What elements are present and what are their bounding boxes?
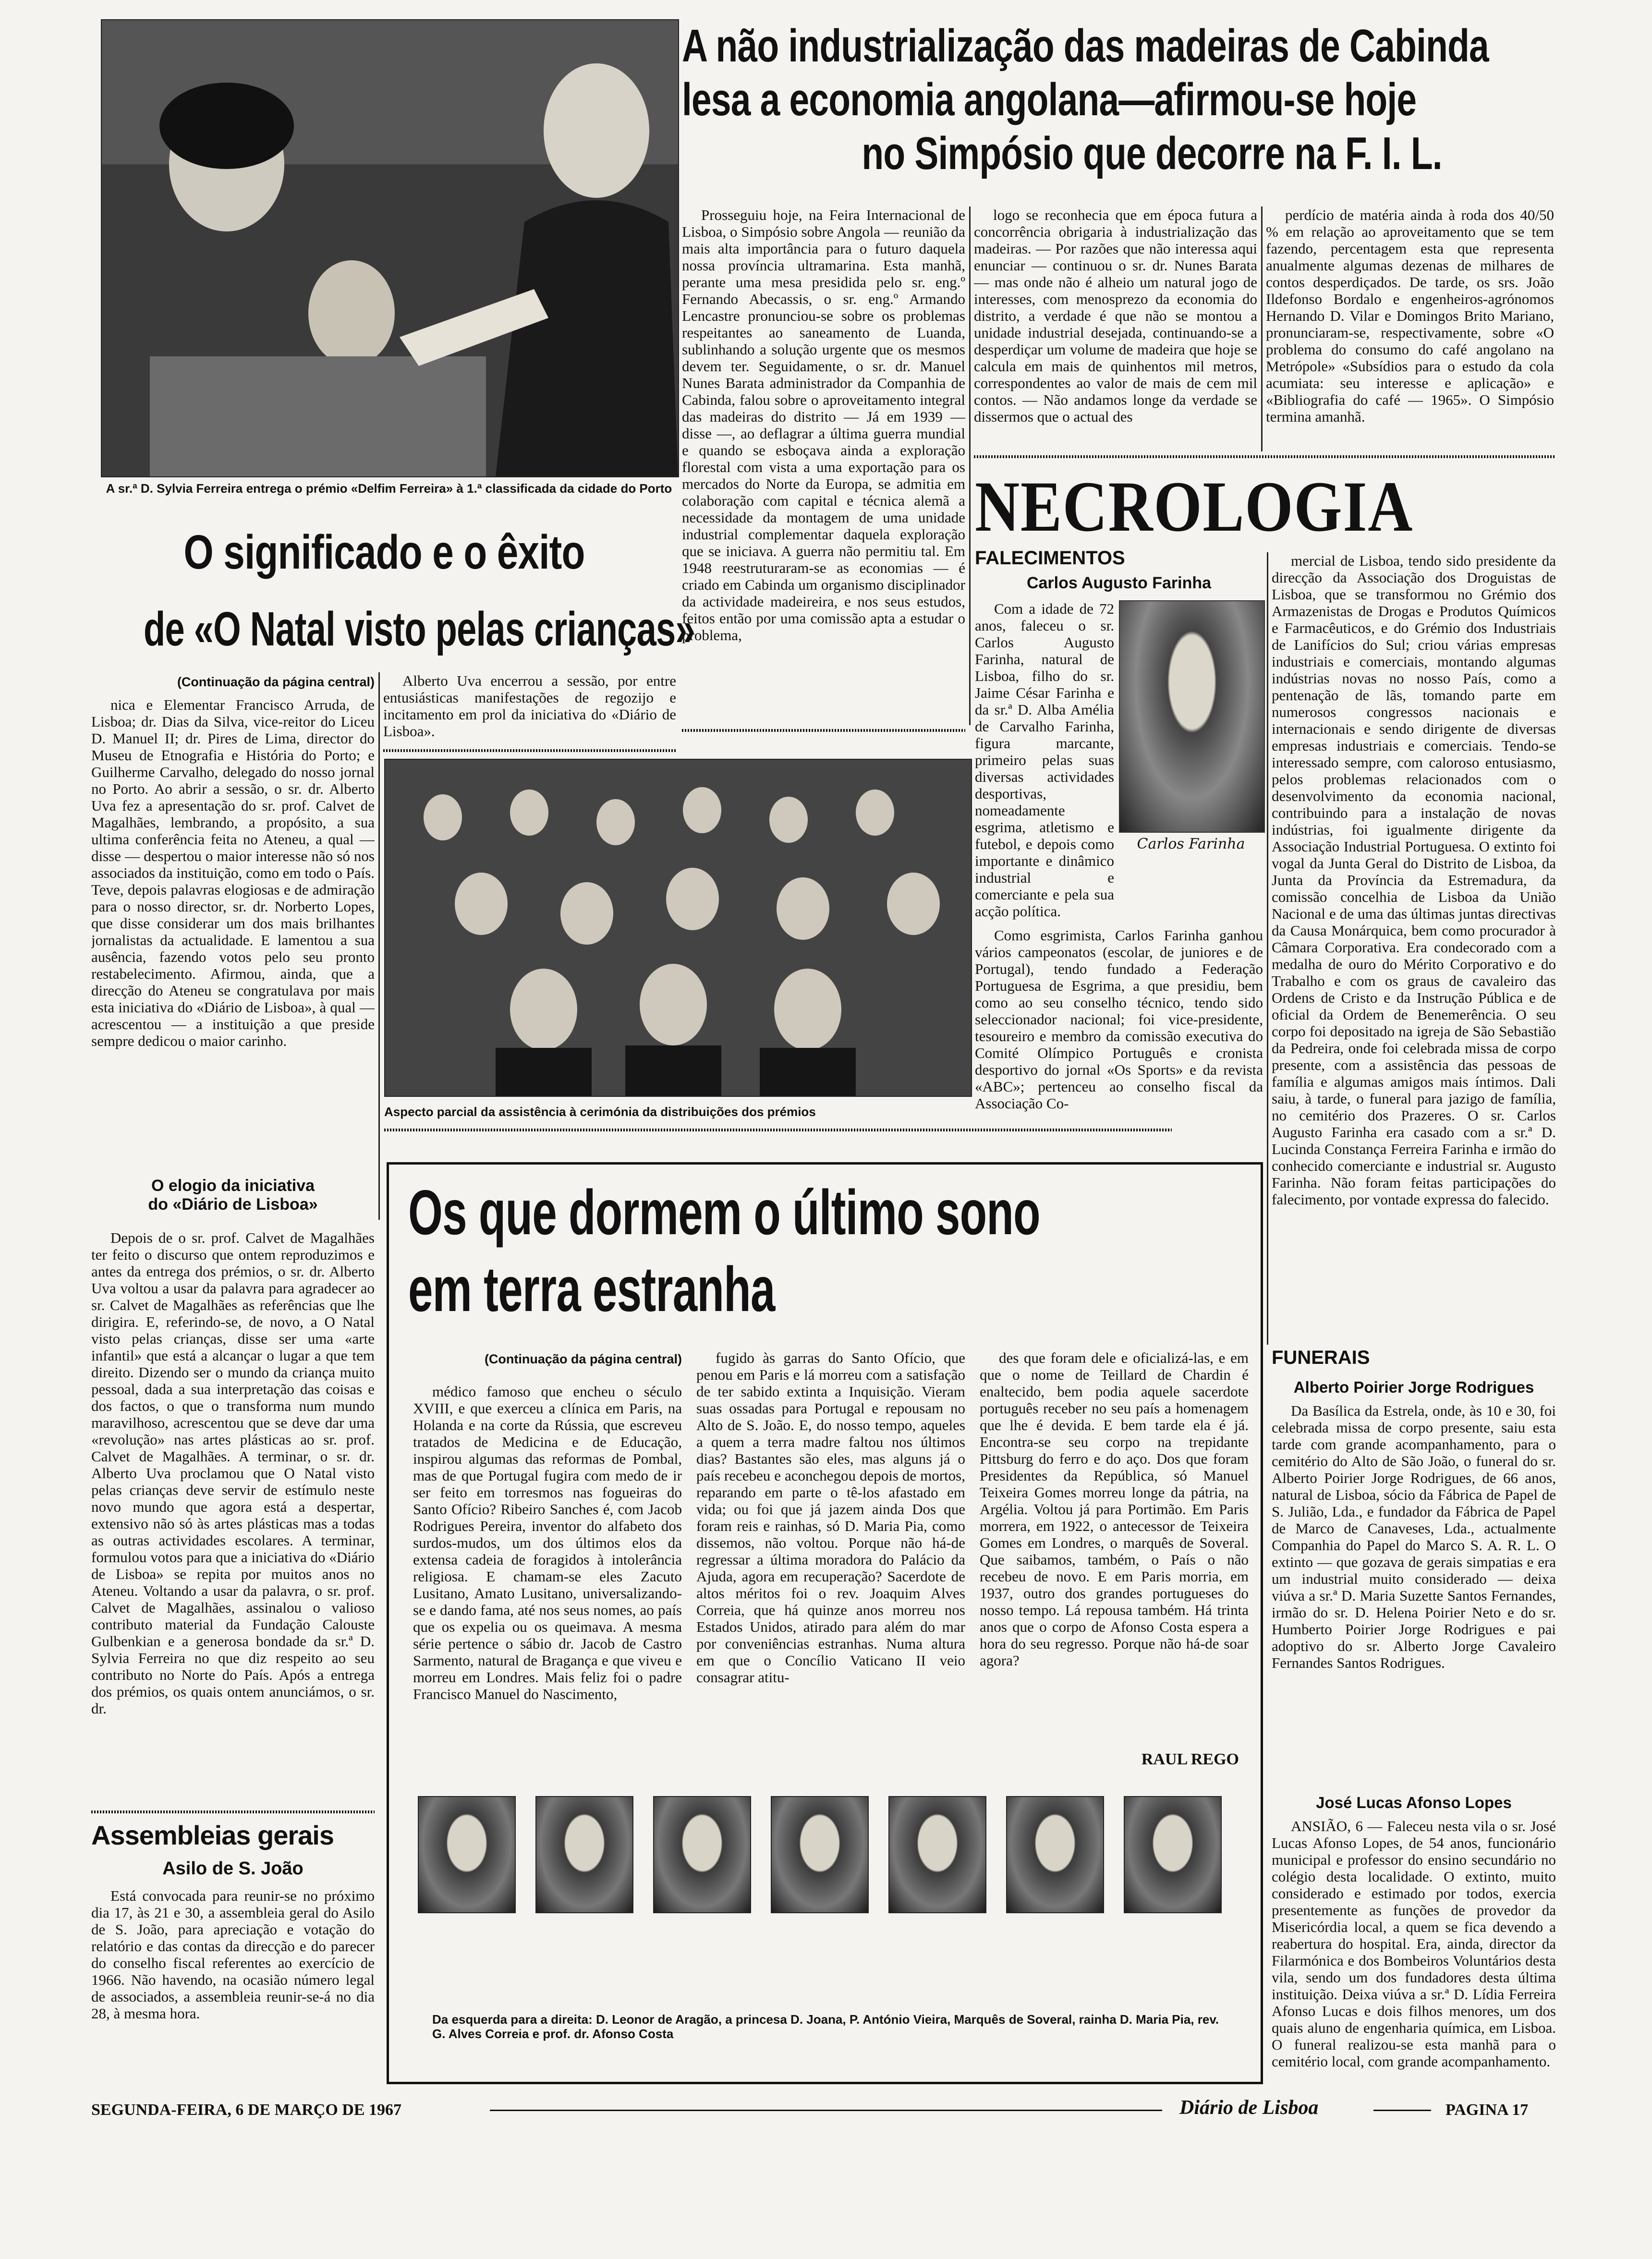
column-divider (1267, 552, 1268, 1345)
assembleias-body-text: Está convocada para reunir-se no próximo dia 17, às 21 e 30, a assembleia geral do Asilo de S. João, para apreciação e votação do relatório e das contas da direcção e do parecer do conselho fiscal referentes ao exercício de 1966. Não havendo, na ocasião número legal de associados, a assembleia reunir-se-á no dia 28, à mesma hora. (91, 1887, 375, 2022)
natal-continuation: (Continuação da página central) (177, 675, 375, 689)
natal-column-1 (91, 696, 375, 1201)
portrait-leonor-de-aragao (418, 1796, 516, 1913)
section-rule (682, 729, 965, 732)
necrologia-falecimentos: FALECIMENTOS (975, 547, 1125, 569)
assembleias-title: Assembleias gerais (91, 1820, 334, 1850)
portrait-carlos-farinha (1119, 600, 1265, 833)
necrologia-column-right (1272, 552, 1556, 1345)
necrologia-title: NECROLOGIA (975, 467, 1414, 547)
cabinda-column-2 (974, 206, 1257, 451)
dormem-column-2-text: fugido às garras do Santo Ofício, que penou em Paris e lá morreu com a satisfação de ter sabido extinta a Inquisição. Vieram suas ossadas para Portugal e repousam no Alto de S. João. E, do nosso tempo, aqueles a quem a terra madre faltou nos últimos dias? Bastantes são eles, mas alguns já o país recebeu e aconchegou depois de mortos, reparando em parte o tê-los afastado em vida; ou foi que já jazem ainda Dos que foram reis e rainhas, só D. Maria Pia, como dissemos, não voltou. Porque não há-de regressar a última moradora do Palácio da Ajuda, agora em recuperação? Sacerdote de altos méritos foi o rev. Joaquim Alves Correia, que há quinze anos morreu nos Estados Unidos, atirado para além do mar por conveniências estranhas. Numa altura em que o Concílio Vaticano II veio consagrar atitu- (696, 1349, 965, 1686)
footer-rule-right (1373, 2110, 1431, 2111)
photo-audience (384, 759, 972, 1097)
footer-date: SEGUNDA-FEIRA, 6 DE MARÇO DE 1967 (91, 2101, 402, 2119)
section-rule (383, 749, 676, 752)
section-rule (384, 1129, 1172, 1131)
assembleias-body (91, 1887, 375, 2084)
dormem-title-2: em terra estranha (408, 1254, 775, 1324)
funerais-person3: José Lucas Afonso Lopes (1316, 1794, 1512, 1811)
funerais-person2-body-text: Da Basílica da Estrela, onde, às 10 e 30, foi celebrada missa de corpo presente, saiu esta tarde com grande acompanhamento, para o cemitério do Alto de São João, o funeral do sr. Alberto Poirier Jorge Rodrigues, de 66 anos, natural de Lisboa, sócio da Fábrica de Papel de S. Julião, Lda., e fundador da Fábrica de Papel de Marco de Canaveses, Lda., actualmente Companhia do Papel do Marco S. A. R. L. O extinto — que gozava de gerais simpatias e era um industrial muito considerado — deixa viúva a sr.ª D. Maria Suzette Santos Fernandes, irmão do sr. D. Helena Poirier Neto e do sr. Humberto Poirier Jorge Rodrigues e pai adoptivo do sr. Alberto Jorge Cavaleiro Fernandes Santos Rodrigues. (1272, 1402, 1556, 1671)
column-divider (1261, 206, 1263, 451)
cabinda-column-1 (682, 206, 965, 725)
dormem-signature: RAUL REGO (1141, 1750, 1239, 1768)
section-rule (974, 455, 1555, 458)
headline-cabinda-line1: A não industrialização das madeiras de Cabinda (682, 20, 1489, 72)
necrologia-person1-body (975, 927, 1263, 1129)
footer-page-number: PAGINA 17 (1446, 2101, 1529, 2119)
dormem-title-1: Os que dormem o último sono (408, 1177, 1040, 1248)
necrologia-person1: Carlos Augusto Farinha (1026, 574, 1212, 592)
funerais-person2-body (1272, 1402, 1556, 1786)
dormem-column-1-text: médico famoso que encheu o século XVIII, e que exerceu a clínica em Paris, na Holanda e na corte da Rússia, que escreveu tratados de Medicina e de Educação, inspirou algumas das reformas de Pombal, mas de que Portugal fugira com medo de ir ser feito em torresmos nas fogueiras do Santo Ofício? Ribeiro Sanches é, com Jacob Rodrigues Pereira, inventor do alfabeto dos surdos-mudos, um dos últimos elos da extensa cadeia de foragidos à intolerância religiosa. E chamam-se eles Zacuto Lusitano, Amato Lusitano, universalizando-se e dando fama, até nos seus nomes, ao país que os expelia ou os queimava. A mesma série pertence o sábio dr. Jacob de Castro Sarmento, natural de Bragança e que viveu e morreu em Londres. Mais feliz foi o padre Francisco Manuel do Nascimento, (413, 1383, 682, 1702)
elogio-heading-line1: O elogio da iniciativa (151, 1177, 315, 1195)
section-rule (91, 1810, 375, 1813)
column-divider (969, 206, 971, 725)
elogio-body (91, 1229, 375, 1806)
dormem-column-3-text: des que foram dele e oficializá-las, e em que o nome de Teillard de Chardin é enaltecido, bem podia aquele sacerdote português receber no seu país a homenagem que lhe é devida. E bem tarde ela é já. Encontra-se seu corpo na trepidante Pittsburg do ferro e do aço. Dos que foram Presidentes da República, só Manuel Teixeira Gomes morreu longe da pátria, na Argélia. Voltou já para Portimão. Em Paris morrera, em 1922, o antecessor de Teixeira Gomes em Londres, o marquês de Soveral. Que saibamos, também, o País o não recebeu de novo. E em Paris morria, em 1937, outro dos grandes portugueses do nosso tempo. Lá repousa também. Há trinta anos que o corpo de Afonso Costa espera a hora do seu regresso. Porque não há-de soar agora? (980, 1349, 1249, 1669)
column-divider (378, 672, 380, 1220)
necrologia-person1-body-text: Como esgrimista, Carlos Farinha ganhou vários campeonatos (escolar, de juniores e de Portugal), tendo fundado a Federação Portuguesa de Esgrima, a que presidiu, bem como ao seu conselho técnico, tendo sido seleccionador nacional; foi vice-presidente, tesoureiro e membro da comissão executiva do Comité Olímpico Português e cronista desportivo do jornal «Os Sports» e da revista «ABC»; pertenceu ao conselho fiscal da Associação Co- (975, 927, 1263, 1112)
portrait-princesa-joana (535, 1796, 633, 1913)
natal-column-2 (383, 672, 676, 744)
assembleias-subtitle: Asilo de S. João (162, 1858, 304, 1879)
cabinda-column-3 (1266, 206, 1554, 451)
natal-title-1: O significado e o êxito (183, 525, 585, 579)
necrologia-column-right-text: mercial de Lisboa, tendo sido presidente da direcção da Associação dos Droguistas de Lisboa, que se transformou no Grémio dos Armazenistas de Drogas e Produtos Químicos e Farmacêuticos, e do Grémio dos Industriais de Lanifícios do Sul; criou várias empresas industriais e comerciais, montando algumas indústrias novas no nosso País, como a pentenação de lãs, tomando parte em numerosos congressos nacionais e internacionais e sendo dirigente de diversas empresas industriais e comerciais. Tendo-se interessado sempre, com caloroso entusiasmo, pelos problemas relacionados com o desenvolvimento da economia nacional, contribuindo para a instalação de novas indústrias, foi igualmente dirigente da Associação Industrial Portuguesa. O extinto foi vogal da Junta Geral do Distrito de Lisboa, da Junta da Província da Estremadura, da comissão concelhia de Lisboa da União Nacional e de uma das últimas juntas directivas da Causa Monárquica, bem como procurador à Câmara Corporativa. Era condecorado com a medalha de ouro do Mérito Corporativo e do Trabalho e com os graus de cavaleiro das Ordens de Cristo e da Instrução Pública e de oficial da Ordem de Benemerência. O seu corpo foi depositado na igreja de São Sebastião da Pedreira, onde foi celebrada missa de corpo presente, com a assistência das pessoas de família e algumas amigos mais íntimos. Dali saiu, à tarde, o funeral para jazigo de família, no cemitério dos Prazeres. O sr. Carlos Augusto Farinha era casado com a sr.ª D. Lucinda Constança Ferreira Farinha e irmão do conhecido comerciante e industrial sr. Augusto Farinha. Não foram feitas participações do falecimento, por vontade expressa do falecido. (1272, 552, 1556, 1208)
funerais-person3-body-text: ANSIÃO, 6 — Faleceu nesta vila o sr. José Lucas Afonso Lopes, de 54 anos, funcionário municipal e professor do ensino secundário no colégio desta localidade. O extinto, muito considerado e estimado por todos, exercia presentemente as funções de provedor da Misericórdia local, a quem se fica devendo a reabertura do hospital. Era, ainda, director da Filarmónica e dos Bombeiros Voluntários desta vila, sendo um dos fundadores desta última instituição. Deixa viúva a sr.ª D. Lídia Ferreira Afonso Lucas e dois filhos menores, um dos quais aluno de engenharia química, em Lisboa. O funeral realizou-se esta manhã para o cemitério local, com grande acompanhamento. (1272, 1818, 1556, 2070)
footer-rule-left (490, 2110, 1162, 2111)
photo-prize-ceremony-image (102, 20, 678, 476)
elogio-heading (91, 1177, 375, 1214)
elogio-body-text: Depois de o sr. prof. Calvet de Magalhães ter feito o discurso que ontem reproduzimos e antes da entrega dos prémios, o sr. dr. Alberto Uva voltou a usar da palavra para agradecer ao sr. Calvet de Magalhães as referências que lhe dirigira. E, referindo-se, de novo, a O Natal visto pelas crianças, disse ser uma «arte infantil» que está a alcançar o lugar a que tem direito. Dizendo ser o mundo da criança muito pessoal, dada a sua interpretação das coisas e dos factos, o que o transforma num mundo maravilhoso, acrescentou que se deve dar uma «revolução» nas artes plásticas ao sr. prof. Calvet de Magalhães. A terminar, o sr. dr. Alberto Uva proclamou que O Natal visto pelas crianças deve servir de estímulo neste novo mundo que agora está a despertar, extensivo não só às artes plásticas mas a todas as outras actividades escolares. A terminar, formulou votos para que a iniciativa do «Diário de Lisboa» se repita por muitos anos no Ateneu. Voltando a usar da palavra, o sr. prof. Calvet de Magalhães, assinalou o valioso contributo material da Fundação Calouste Gulbenkian e a generosa bondade da sr.ª D. Sylvia Ferreira no que diz respeito ao seu contributo no Norte do País. Após a entrega dos prémios, os quais ontem anunciámos, o sr. dr. (91, 1229, 375, 1717)
dormem-column-1 (413, 1383, 682, 1777)
necrologia-person1-intro-text: Com a idade de 72 anos, faleceu o sr. Carlos Augusto Farinha, natural de Lisboa, filho do sr. Jaime César Farinha e da sr.ª D. Alba Amélia de Carvalho Farinha, figura marcante, primeiro pelas suas diversas actividades desportivas, nomeadamente esgrima, atletismo e futebol, e depois como importante e dinâmico industrial e comerciante e pela sua acção política. (975, 600, 1114, 920)
cabinda-column-3-text: perdício de matéria ainda à roda dos 40/50 % em relação ao aproveitamento que se tem fazendo, percentagem esta que representa anualmente algumas dezenas de milhares de contos desperdiçados. De tarde, os srs. João Ildefonso Bordalo e engenheiros-agrónomos Hernando D. Vilar e Domingos Brito Mariano, pronunciaram-se, respectivamente, sobre «O problema do consumo do café angolano na Metrópole» «Subsídios para o estudo da cola acumiata: seu interesse e aplicação» e «Bibliografia do café — 1965». O Simpósio termina amanhã. (1266, 206, 1554, 425)
portrait-maria-pia (888, 1796, 986, 1913)
necrologia-person1-intro (975, 600, 1114, 922)
footer-masthead: Diário de Lisboa (1172, 2096, 1326, 2119)
portrait-alves-correia (1006, 1796, 1104, 1913)
dormem-column-3 (980, 1349, 1249, 1748)
photo-audience-caption: Aspecto parcial da assistência à cerimónia da distribuições dos prémios (384, 1105, 816, 1119)
headline-cabinda-line3: no Simpósio que decorre na F. I. L. (862, 128, 1442, 179)
portrait-afonso-costa (1124, 1796, 1222, 1913)
dormem-continuation: (Continuação da página central) (484, 1352, 682, 1366)
headline-cabinda (682, 19, 1489, 181)
funerais-heading: FUNERAIS (1272, 1347, 1370, 1368)
photo-prize-ceremony (101, 19, 679, 477)
funerais-person2: Alberto Poirier Jorge Rodrigues (1293, 1378, 1534, 1396)
cabinda-column-2-text: logo se reconhecia que em época futura a concorrência obrigaria à industrialização das madeiras. — Por razões que não interessa aqui enunciar — continuou o sr. dr. Nunes Barata — mas onde não é alheio um natural jogo de interesses, com menosprezo da economia do distrito, a verdade é que não se montou a unidade industrial desejada, continuando-se a desperdiçar um volume de madeira que hoje se calcula em mais de quinhentos mil metros, correspondentes ao valor de mais de cem mil contos. — Não andamos longe da verdade se dissermos que o actual des (974, 206, 1257, 425)
cabinda-column-1-text: Prosseguiu hoje, na Feira Internacional de Lisboa, o Simpósio sobre Angola — reunião da mais alta importância para o futuro daquela nossa província ultramarina. Esta manhã, perante uma mesa presidida pelo sr. eng.º Fernando Abecassis, o sr. eng.º Armando Lencastre pronunciou-se sobre os problemas respeitantes ao saneamento de Luanda, sublinhando a solução urgente que os mesmos devem ter. Seguidamente, o sr. dr. Manuel Nunes Barata administrador da Companhia de Cabinda, falou sobre o aproveitamento integral das madeiras do distrito — Já em 1939 — disse —, ao deflagrar a última guerra mundial e quando se esboçava ainda a exploração florestal com vista a uma exportação para os mercados do Norte da Europa, se admitia em colaboração com capital e técnica alemã a necessidade da montagem de uma unidade industrial complementar daquela exploração que se iniciava. A guerra não permitiu tal. Em 1948 reestruturaram-se as economias — é criado em Cabinda um organismo disciplinador da actividade madeireira, e nos seus estudos, feitos então por uma comissão apta a estudar o problema, (682, 206, 965, 644)
elogio-heading-line2: do «Diário de Lisboa» (148, 1195, 318, 1214)
headline-cabinda-line2: lesa a economia angolana—afirmou-se hoje (682, 74, 1417, 125)
dormem-column-2 (696, 1349, 965, 1777)
funerais-person3-body (1272, 1818, 1556, 2087)
portrait-marques-soveral (771, 1796, 869, 1913)
portrait-strip-caption: Da esquerda para a direita: D. Leonor de Aragão, a princesa D. Joana, P. António Vieira, Marquês de Soveral, rainha D. Maria Pia, rev. G. Alves Correia e prof. dr. Afonso Costa (432, 2012, 1219, 2041)
natal-title-2: de «O Natal visto pelas crianças» (144, 602, 695, 656)
natal-column-2-text: Alberto Uva encerrou a sessão, por entre entusiásticas manifestações de regozijo e incitamento em prol da iniciativa do «Diário de Lisboa». (383, 672, 676, 740)
portrait-carlos-farinha-caption: Carlos Farinha (1137, 836, 1245, 852)
natal-column-1-text: nica e Elementar Francisco Arruda, de Lisboa; dr. Dias da Silva, vice-reitor do Liceu D. Manuel II; dr. Pires de Lima, director do Museu de Etnografia e História do Porto; e Guilherme Carvalho, delegado do nosso jornal no Porto. Ao abrir a sessão, o sr. dr. Alberto Uva fez a apresentação do sr. prof. Calvet de Magalhães, lembrando, a propósito, a sua ultima conferência feita no Ateneu, a qual — disse — despertou o maior interesse não só nos associados da instituição, como em todo o País. Teve, depois palavras elogiosas e de admiração para o nosso director, sr. dr. Norberto Lopes, que disse considerar um dos mais brilhantes jornalistas da actualidade. E lamentou a sua ausência, fazendo votos pelo seu pronto restabelecimento. Afirmou, ainda, que a direcção do Ateneu se congratulava por mais esta iniciativa do «Diário de Lisboa», à qual — acrescentou — a instituição a que preside sempre dedicou o maior carinho. (91, 696, 375, 1049)
photo-prize-ceremony-caption: A sr.ª D. Sylvia Ferreira entrega o prémio «Delfim Ferreira» à 1.ª classificada da cidade do Porto (106, 481, 672, 496)
portrait-antonio-vieira (653, 1796, 751, 1913)
photo-audience-image (385, 760, 971, 1096)
portrait-strip (418, 1786, 1234, 1959)
